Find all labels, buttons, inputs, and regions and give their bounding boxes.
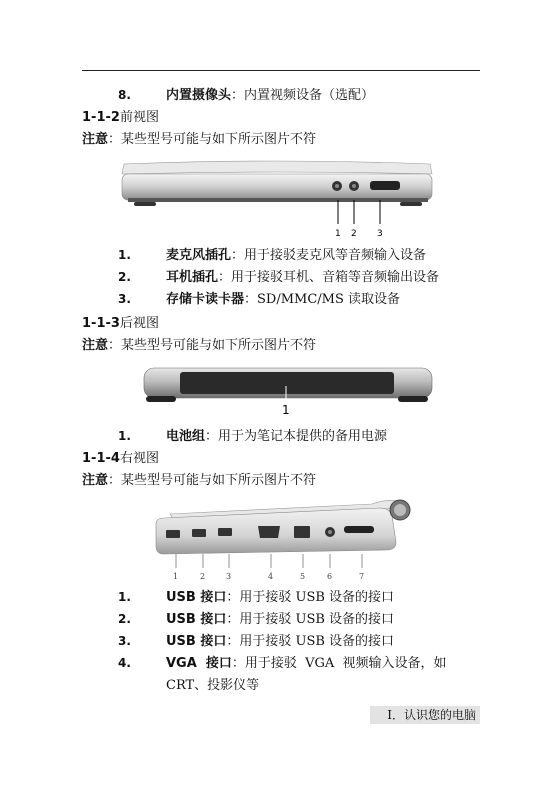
list-item: USB 接口：用于接驳 USB 设备的接口 [166, 612, 395, 627]
list-item: 麦克风插孔：用于接驳麦克风等音频输入设备 [166, 248, 427, 263]
item-number: 2. [118, 270, 131, 284]
header-rule [82, 70, 480, 71]
item-number: 3. [118, 634, 131, 648]
section-heading: 1-1-4右视图 [82, 451, 159, 466]
item-number: 1. [118, 590, 131, 604]
list-item: USB 接口：用于接驳 USB 设备的接口 [166, 590, 395, 605]
section-heading: 1-1-2前视图 [82, 110, 159, 125]
list-item: 电池组：用于为笔记本提供的备用电源 [166, 429, 388, 444]
item-number: 3. [118, 292, 131, 306]
list-item [166, 88, 374, 104]
right-view-image [150, 494, 416, 584]
list-item: USB 接口：用于接驳 USB 设备的接口 [166, 634, 395, 649]
callout-label: 1 [173, 572, 179, 581]
item-desc: ：内置视频设备（选配） [231, 88, 375, 103]
callout-label: 7 [359, 572, 365, 581]
item-term: 内置摄像头 [166, 88, 232, 103]
note: 注意：某些型号可能与如下所示图片不符 [82, 132, 317, 147]
callout-label: 4 [268, 572, 274, 581]
item-number: 2. [118, 612, 131, 626]
callout-label: 1 [282, 403, 290, 417]
back-view-image [140, 362, 436, 418]
list-item: 存储卡读卡器：SD/MMC/MS 读取设备 [166, 292, 401, 307]
front-view-image [118, 160, 436, 240]
item-number: 8. [118, 88, 131, 102]
callout-label: 3 [226, 572, 232, 581]
callout-label: 2 [200, 572, 206, 581]
list-item: VGA 接口：用于接驳 VGA 视频输入设备，如 [166, 656, 447, 671]
list-item-continuation: CRT、投影仪等 [166, 678, 260, 693]
item-number: 1. [118, 248, 131, 262]
section-heading: 1-1-3后视图 [82, 316, 159, 331]
list-item: 耳机插孔：用于接驳耳机、音箱等音频输出设备 [166, 270, 440, 285]
callout-label: 3 [377, 229, 383, 239]
item-number: 4. [118, 656, 131, 670]
callout-label: 2 [351, 229, 357, 239]
footer-chapter-label: I．认识您的电脑 [370, 706, 480, 724]
note: 注意：某些型号可能与如下所示图片不符 [82, 473, 317, 488]
item-number: 1. [118, 429, 131, 443]
callout-label: 6 [327, 572, 333, 581]
callout-label: 5 [300, 572, 306, 581]
note: 注意：某些型号可能与如下所示图片不符 [82, 338, 317, 353]
callout-label: 1 [335, 229, 341, 239]
